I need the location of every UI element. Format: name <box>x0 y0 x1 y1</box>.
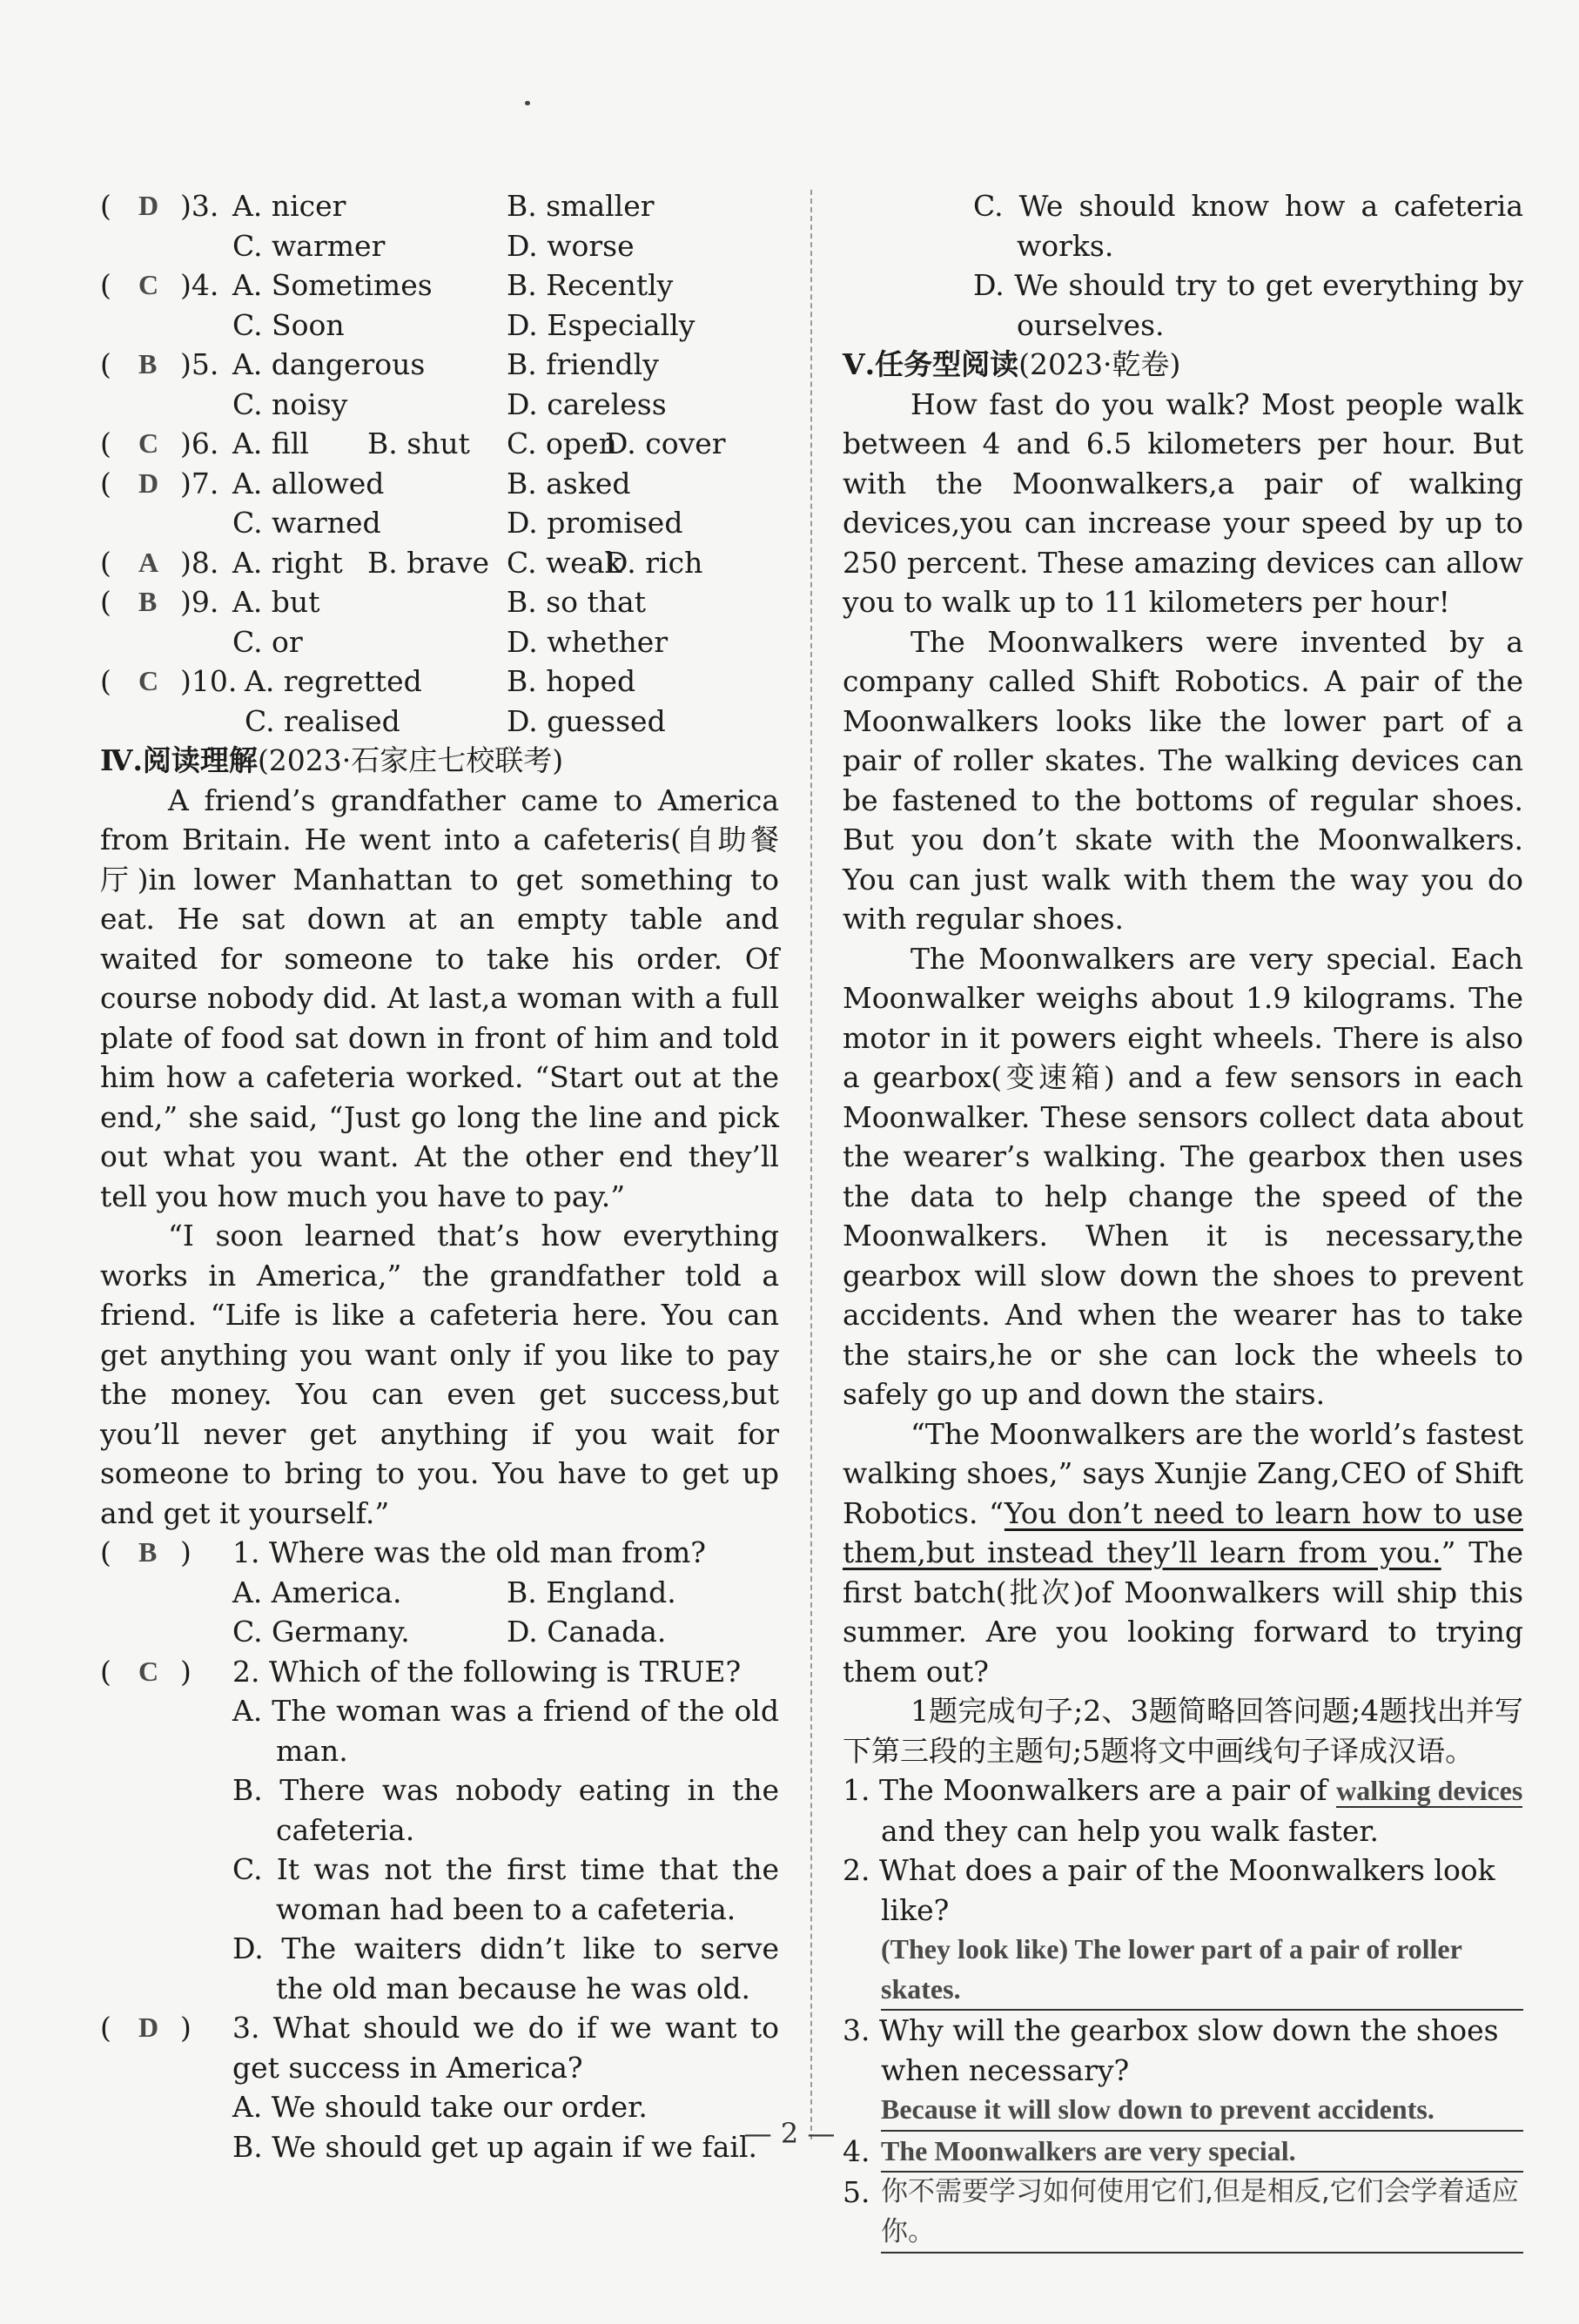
passage-5-paragraph-3: The Moonwalkers are very special. Each Moonwalker weighs about 1.9 kilograms. The motor in it powers eight wheels. There is also a gearbox(变速箱) and a few sensors in each Moonwalker. These sensors collect data about the wearer’s walking. The gearbox then uses the data to help change the speed of the Moonwalkers. When it is necessary,the gearbox will slow down the shoes to prevent accidents. And when the wearer has to take the stairs,he or she can lock the wheels to safely go up and down the stairs. <box>843 941 1523 1411</box>
answer-mark: C <box>138 665 159 696</box>
cloze-question-4-row-2 <box>100 306 779 346</box>
option: C. Germany. <box>232 1615 410 1649</box>
task-answer-5: 你不需要学习如何使用它们,但是相反,它们会学着适应你。 <box>881 2173 1523 2253</box>
paren-number: )8. <box>180 545 219 580</box>
answer-mark: C <box>138 427 159 459</box>
underlined-sentence: You don’t need to learn how to use them,but instead they’ll learn from you. <box>843 1495 1523 1569</box>
paren-number: )5. <box>180 347 219 381</box>
paren-number: )6. <box>180 427 219 460</box>
option: A. The woman was a friend of the old man. <box>232 1694 779 1768</box>
section-4-heading <box>100 741 779 781</box>
option: A. right <box>232 545 343 580</box>
option: A. We should take our order. <box>232 2090 648 2124</box>
section-5-title: Ⅴ.任务型阅读 <box>843 347 1019 381</box>
option: D. Canada. <box>507 1615 667 1649</box>
option: B. We should get up again if we fail. <box>232 2129 758 2164</box>
option: C. realised <box>245 703 400 738</box>
option: D. The waiters didn’t like to serve the old man because he was old. <box>232 1931 779 2005</box>
task-question-3: 3. Why will the gearbox slow down the shoes when necessary? <box>843 2013 1499 2087</box>
option: A. Sometimes <box>232 268 433 302</box>
paren-number: ( <box>100 664 111 698</box>
option: B. hoped <box>507 664 636 698</box>
question-4-1: ( B ) 1. Where was the old man from? <box>100 1533 779 1573</box>
question-4-1-options-ab <box>100 1573 779 1613</box>
paren-number: ( <box>100 585 111 619</box>
paren-number: ( <box>100 545 111 580</box>
answer-mark: B <box>138 1536 158 1568</box>
cloze-question-3 <box>100 186 779 226</box>
passage-4-paragraph-2: “I soon learned that’s how everything works in America,” the grandfather told a friend. “Life is like a cafeteria here. You can get anything you want only if you like to pay the money. You can even get success,but you’ll never get anything if you wait for someone to bring to you. You have to get up and get it yourself.” <box>100 1219 779 1530</box>
passage-5-paragraph-2: The Moonwalkers were invented by a company called Shift Robotics. A pair of the Moonwalkers looks like the lower part of a pair of roller skates. The walking devices can be fastened to the bottoms of regular shoes. But you don’t skate with the Moonwalkers. You can just walk with them the way you do with regular shoes. <box>843 624 1523 936</box>
task-answer-2: (They look like) The lower part of a pair of roller skates. <box>881 1930 1523 2011</box>
option: A. allowed <box>232 466 385 500</box>
option: A. nicer <box>232 189 346 223</box>
option: B. so that <box>507 585 646 619</box>
option: C. or <box>232 624 303 659</box>
answer-mark: D <box>138 2012 159 2043</box>
paren-number: ( <box>100 427 111 460</box>
option: A. dangerous <box>232 347 426 381</box>
answer-mark: D <box>138 190 159 221</box>
task-answer-4: The Moonwalkers are very special. <box>881 2132 1523 2173</box>
cloze-question-4 <box>100 265 779 306</box>
option: C. warned <box>232 506 381 540</box>
option: C. It was not the first time that the woman had been to a cafeteria. <box>232 1852 779 1926</box>
question-4-1-options-cd <box>100 1612 779 1652</box>
task-question-2: 2. What does a pair of the Moonwalkers look like? <box>843 1853 1495 1927</box>
option: C. weak <box>507 545 622 580</box>
option: D. cover <box>605 427 726 460</box>
cloze-question-7 <box>100 464 779 504</box>
passage-5-paragraph-1: How fast do you walk? Most people walk between 4 and 6.5 kilometers per hour. But with the Moonwalkers,a pair of walking devices,you can increase your speed by up to 250 percent. These amazing devices can allow you to walk up to 11 kilometers per hour! <box>843 386 1523 619</box>
question-stem: 1. Where was the old man from? <box>232 1535 706 1569</box>
task-answer-1: walking devices <box>1336 1775 1523 1806</box>
task-answer-3: Because it will slow down to prevent accidents. <box>881 2090 1523 2132</box>
question-stem: 2. Which of the following is TRUE? <box>232 1654 742 1689</box>
option: B. shut <box>367 427 470 460</box>
option: B. friendly <box>507 347 659 381</box>
option: B. England. <box>507 1575 676 1609</box>
option: B. asked <box>507 466 631 500</box>
paren-number: )7. <box>180 466 219 500</box>
cloze-answer-list <box>100 186 779 741</box>
section-4-title: Ⅳ.阅读理解 <box>100 743 258 777</box>
right-column <box>843 186 1523 2253</box>
paren-number: )10. <box>180 664 238 698</box>
option: D. whether <box>507 624 669 659</box>
left-column <box>100 186 779 2166</box>
cloze-question-10 <box>100 662 779 702</box>
option: D. promised <box>507 506 683 540</box>
cloze-question-8 <box>100 543 779 583</box>
cloze-question-3-row-2 <box>100 226 779 266</box>
page-number: — 2 — <box>743 2117 836 2150</box>
option: D. We should try to get everything by ourselves. <box>973 268 1523 342</box>
paren-number: ( <box>100 466 111 500</box>
paren-number: )4. <box>180 268 219 302</box>
paren-number: ( <box>100 268 111 302</box>
option: B. Recently <box>507 268 674 302</box>
option: A. America. <box>232 1575 402 1609</box>
paren-number: )9. <box>180 585 219 619</box>
question-stem: 3. What should we do if we want to get success in America? <box>232 2011 779 2085</box>
option: D. guessed <box>507 703 666 738</box>
answer-mark: C <box>138 269 159 300</box>
section-5-source: (2023·乾卷) <box>1018 347 1181 381</box>
option: D. rich <box>605 545 703 580</box>
option: D. careless <box>507 386 667 421</box>
option: B. brave <box>367 545 489 580</box>
task-question-1: 1. The Moonwalkers are a pair of walking devices and they can help you walk faster. <box>843 1773 1523 1848</box>
paren-number: ( <box>100 347 111 381</box>
column-divider <box>810 190 812 2139</box>
cloze-question-5-row-2 <box>100 385 779 425</box>
cloze-question-9 <box>100 582 779 622</box>
paren-number: )3. <box>180 189 219 223</box>
task-question-5: 5. 你不需要学习如何使用它们,但是相反,它们会学着适应你。 <box>843 2173 1523 2253</box>
option: C. open <box>507 427 617 460</box>
option: A. but <box>232 585 320 619</box>
cloze-question-5 <box>100 345 779 385</box>
answer-mark: A <box>138 546 159 578</box>
question-4-3: ( D ) 3. What should we do if we want to get success in America? <box>100 2008 779 2087</box>
task-instructions: 1题完成句子;2、3题简略回答问题;4题找出并写下第三段的主题句;5题将文中画线句子译成汉语。 <box>843 1694 1523 1768</box>
cloze-question-10-row-2 <box>100 702 779 742</box>
option: C. noisy <box>232 386 348 421</box>
option: B. smaller <box>507 189 655 223</box>
option: C. We should know how a cafeteria works. <box>973 189 1523 263</box>
passage-4-paragraph-1: A friend’s grandfather came to America from Britain. He went into a cafeteris(自助餐厅)in lower Manhattan to get something to eat. He sat down at an empty table and waited for someone to take his order. Of course nobody did. At last,a woman with a full plate of food sat down in front of him and told him how a cafeteria worked. “Start out at the end,” she said, “Just go long the line and pick out what you want. At the other end they’ll tell you how much you have to pay.” <box>100 783 779 1213</box>
cloze-question-7-row-2 <box>100 503 779 543</box>
option: C. Soon <box>232 307 345 342</box>
section-4-source: (2023·石家庄七校联考) <box>257 743 564 777</box>
cloze-question-6 <box>100 424 779 464</box>
print-dot <box>525 101 530 105</box>
answer-mark: C <box>138 1655 159 1687</box>
paren-number: ( <box>100 189 111 223</box>
answer-mark: B <box>138 348 158 379</box>
question-4-2: ( C ) 2. Which of the following is TRUE? <box>100 1652 779 1692</box>
option: D. worse <box>507 228 635 263</box>
section-5-heading <box>843 345 1523 385</box>
option: A. fill <box>232 427 309 460</box>
option: A. regretted <box>245 664 422 698</box>
option: D. Especially <box>507 307 695 342</box>
option: B. There was nobody eating in the cafeteria. <box>232 1773 779 1847</box>
passage-5-paragraph-4: “The Moonwalkers are the world’s fastest walking shoes,” says Xunjie Zang,CEO of Shift Robotics. “You don’t need to learn how to use them,but instead they’ll learn from you.” The first batch(批次)of Moonwalkers will ship this summer. Are you looking forward to trying them out? <box>843 1416 1523 1689</box>
option: C. warmer <box>232 228 386 263</box>
cloze-question-9-row-2 <box>100 622 779 662</box>
task-question-4: 4. The Moonwalkers are very special. <box>843 2132 1523 2173</box>
answer-mark: D <box>138 467 159 499</box>
answer-mark: B <box>138 586 158 617</box>
